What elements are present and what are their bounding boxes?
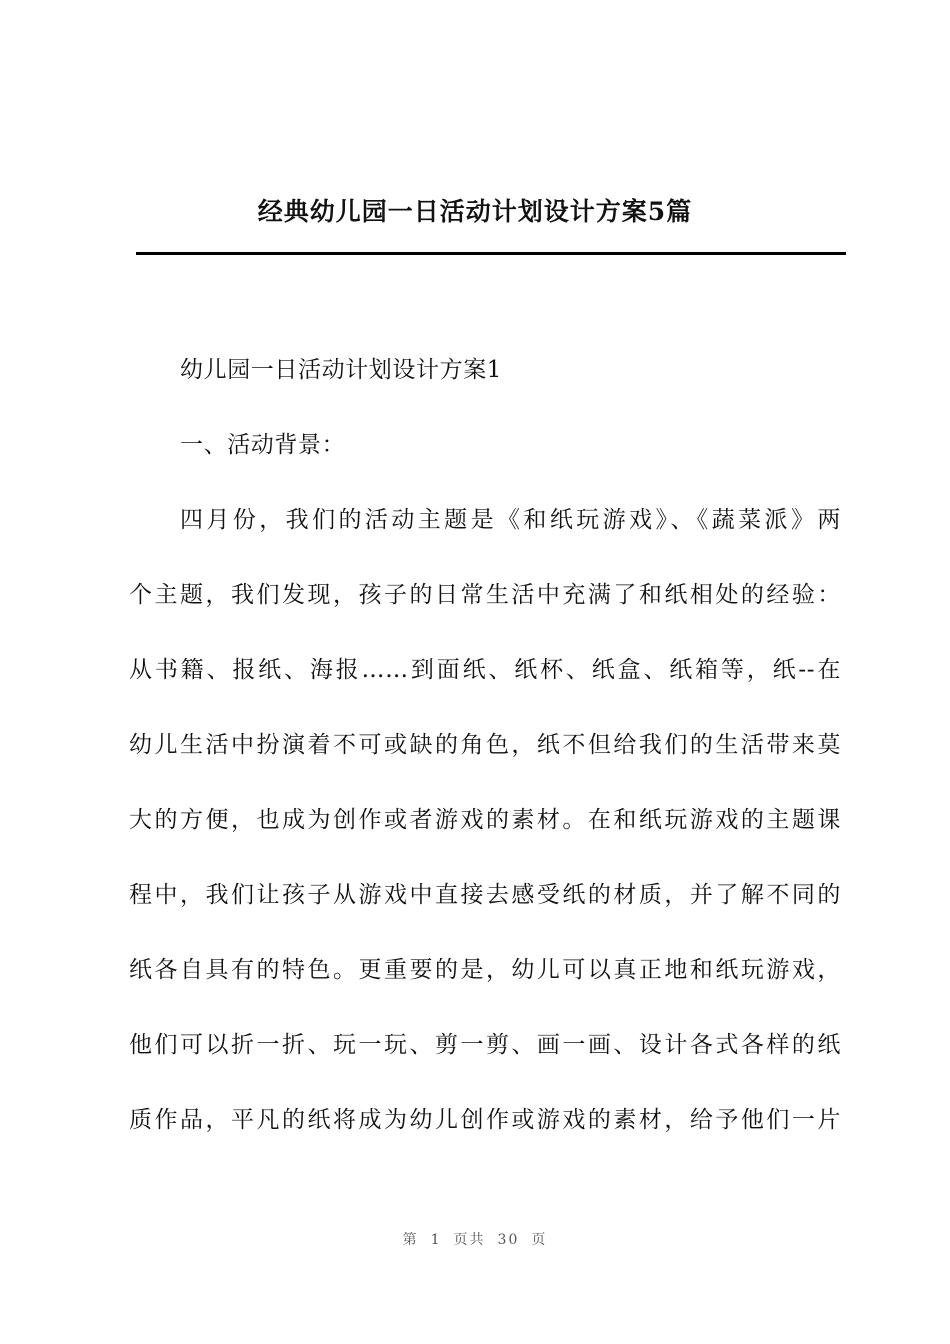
paragraph-line-4: 幼儿生活中扮演着不可或缺的角色，纸不但给我们的生活带来莫: [129, 732, 841, 758]
paragraph-line-5: 大的方便，也成为创作或者游戏的素材。在和纸玩游戏的主题课: [129, 807, 841, 833]
page-footer: [0, 1228, 950, 1252]
heading-background: 一、活动背景：: [180, 432, 346, 458]
footer-suffix: 页: [531, 1232, 548, 1248]
paragraph-line-9: 质作品，平凡的纸将成为幼儿创作或游戏的素材，给予他们一片: [129, 1107, 841, 1133]
paragraph-line-7: 纸各自具有的特色。更重要的是，幼儿可以真正地和纸玩游戏，: [129, 957, 841, 983]
title-underline: [136, 252, 846, 255]
paragraph-line-3: 从书籍、报纸、海报……到面纸、纸杯、纸盒、纸箱等，纸--在: [129, 657, 841, 683]
paragraph-line-2: 个主题，我们发现，孩子的日常生活中充满了和纸相处的经验：: [129, 582, 841, 608]
section-title: 幼儿园一日活动计划设计方案1: [180, 357, 503, 383]
footer-middle: 页共: [453, 1232, 486, 1248]
footer-page-number: 1: [430, 1232, 442, 1248]
footer-total-pages: 30: [497, 1232, 520, 1248]
paragraph-line-1: 四月份，我们的活动主题是《和纸玩游戏》、《蔬菜派》两: [180, 507, 841, 533]
paragraph-line-8: 他们可以折一折、玩一玩、剪一剪、画一画、设计各式各样的纸: [129, 1032, 841, 1058]
footer-prefix: 第: [402, 1232, 419, 1248]
document-title: 经典幼儿园一日活动计划设计方案5篇: [257, 197, 693, 226]
paragraph-line-6: 程中，我们让孩子从游戏中直接去感受纸的材质，并了解不同的: [129, 882, 841, 908]
